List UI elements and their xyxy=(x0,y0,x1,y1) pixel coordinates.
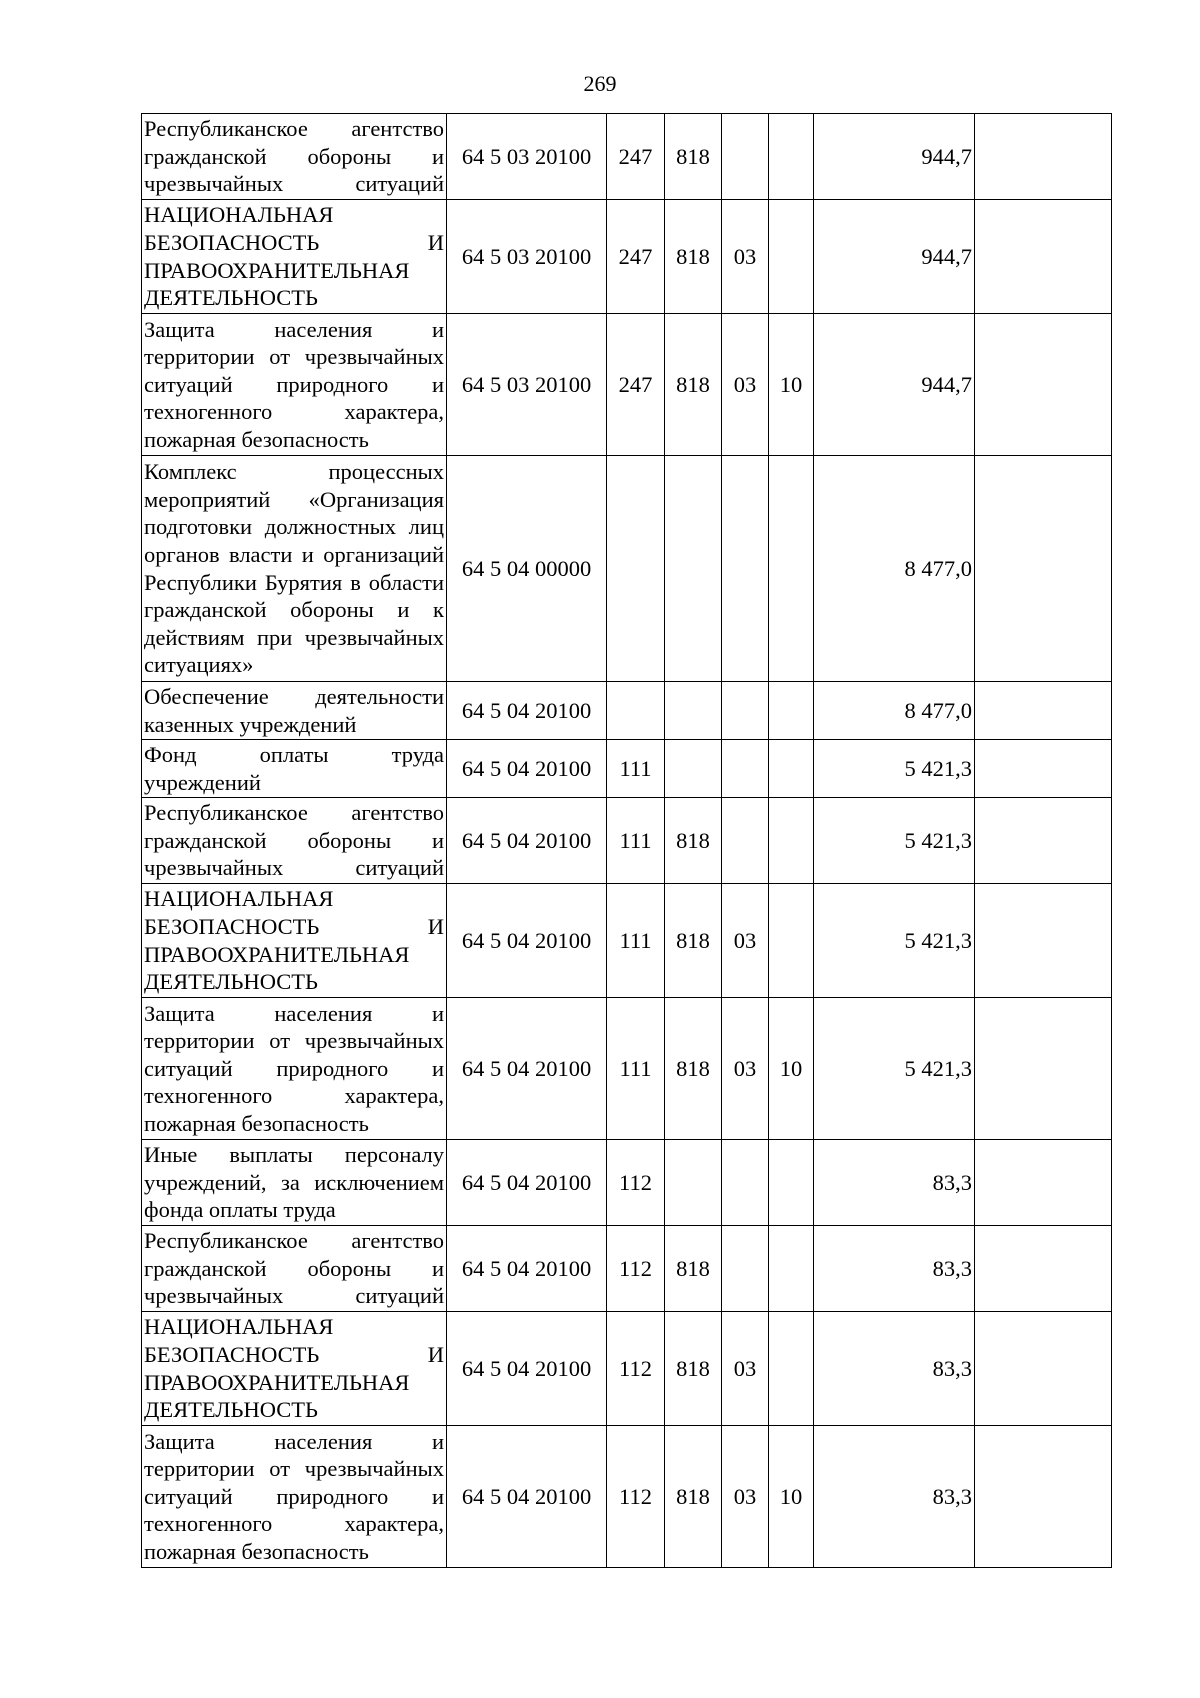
budget-table xyxy=(141,113,1112,1568)
row-extra xyxy=(975,1312,1112,1426)
row-ministry-code xyxy=(665,456,722,682)
row-amount: 5 421,3 xyxy=(814,740,975,798)
row-expense-type: 112 xyxy=(607,1426,665,1568)
row-target-code: 64 5 04 20100 xyxy=(447,1426,607,1568)
row-ministry-code: 818 xyxy=(665,798,722,884)
row-ministry-code xyxy=(665,740,722,798)
row-extra xyxy=(975,1226,1112,1312)
table-row xyxy=(142,114,1112,200)
row-extra xyxy=(975,114,1112,200)
row-target-code: 64 5 03 20100 xyxy=(447,114,607,200)
row-expense-type xyxy=(607,682,665,740)
row-subsection: 10 xyxy=(769,998,814,1140)
row-subsection xyxy=(769,114,814,200)
table-row xyxy=(142,682,1112,740)
row-target-code: 64 5 03 20100 xyxy=(447,200,607,314)
row-ministry-code: 818 xyxy=(665,1226,722,1312)
row-extra xyxy=(975,200,1112,314)
row-name: Обеспечение деятельности казенных учреждений xyxy=(142,682,447,740)
row-section xyxy=(722,740,769,798)
row-section xyxy=(722,1226,769,1312)
table-row xyxy=(142,1426,1112,1568)
row-extra xyxy=(975,798,1112,884)
row-extra xyxy=(975,1426,1112,1568)
row-amount: 944,7 xyxy=(814,114,975,200)
row-target-code: 64 5 04 20100 xyxy=(447,998,607,1140)
table-row xyxy=(142,1312,1112,1426)
row-amount: 8 477,0 xyxy=(814,456,975,682)
row-section: 03 xyxy=(722,314,769,456)
table-row xyxy=(142,998,1112,1140)
row-amount: 944,7 xyxy=(814,200,975,314)
row-ministry-code: 818 xyxy=(665,200,722,314)
row-extra xyxy=(975,1140,1112,1226)
row-subsection xyxy=(769,682,814,740)
row-section xyxy=(722,798,769,884)
row-extra xyxy=(975,456,1112,682)
row-name: Республиканское агентство гражданской обороны и чрезвычайных ситуаций xyxy=(142,798,447,884)
row-name: НАЦИОНАЛЬНАЯ БЕЗОПАСНОСТЬ И ПРАВООХРАНИТЕЛЬНАЯ ДЕЯТЕЛЬНОСТЬ xyxy=(142,884,447,998)
row-target-code: 64 5 04 00000 xyxy=(447,456,607,682)
row-ministry-code xyxy=(665,682,722,740)
row-target-code: 64 5 04 20100 xyxy=(447,682,607,740)
row-section: 03 xyxy=(722,1426,769,1568)
row-extra xyxy=(975,314,1112,456)
row-amount: 83,3 xyxy=(814,1226,975,1312)
row-name: НАЦИОНАЛЬНАЯ БЕЗОПАСНОСТЬ И ПРАВООХРАНИТЕЛЬНАЯ ДЕЯТЕЛЬНОСТЬ xyxy=(142,1312,447,1426)
table-row xyxy=(142,1226,1112,1312)
table-row xyxy=(142,884,1112,998)
row-section xyxy=(722,682,769,740)
row-amount: 944,7 xyxy=(814,314,975,456)
row-section: 03 xyxy=(722,884,769,998)
table-row xyxy=(142,200,1112,314)
row-name: Защита населения и территории от чрезвычайных ситуаций природного и техногенного характера, пожарная безопасность xyxy=(142,1426,447,1568)
row-amount: 83,3 xyxy=(814,1426,975,1568)
row-ministry-code: 818 xyxy=(665,998,722,1140)
row-subsection xyxy=(769,798,814,884)
row-expense-type: 247 xyxy=(607,314,665,456)
table-row xyxy=(142,456,1112,682)
table-row xyxy=(142,798,1112,884)
row-expense-type: 111 xyxy=(607,798,665,884)
row-extra xyxy=(975,682,1112,740)
row-target-code: 64 5 04 20100 xyxy=(447,1140,607,1226)
row-ministry-code: 818 xyxy=(665,1426,722,1568)
row-subsection xyxy=(769,1312,814,1426)
row-section xyxy=(722,456,769,682)
row-subsection xyxy=(769,884,814,998)
row-expense-type xyxy=(607,456,665,682)
row-name: Иные выплаты персоналу учреждений, за исключением фонда оплаты труда xyxy=(142,1140,447,1226)
row-expense-type: 247 xyxy=(607,200,665,314)
row-name: Комплекс процессных мероприятий «Организация подготовки должностных лиц органов власти и организаций Республики Бурятия в области гражданской обороны и к действиям при чрезвычайных ситуациях» xyxy=(142,456,447,682)
row-expense-type: 111 xyxy=(607,740,665,798)
row-section: 03 xyxy=(722,1312,769,1426)
row-target-code: 64 5 04 20100 xyxy=(447,884,607,998)
row-section xyxy=(722,1140,769,1226)
row-subsection: 10 xyxy=(769,1426,814,1568)
row-expense-type: 247 xyxy=(607,114,665,200)
row-amount: 8 477,0 xyxy=(814,682,975,740)
row-amount: 5 421,3 xyxy=(814,798,975,884)
row-target-code: 64 5 04 20100 xyxy=(447,740,607,798)
row-amount: 83,3 xyxy=(814,1140,975,1226)
row-subsection xyxy=(769,1140,814,1226)
row-extra xyxy=(975,740,1112,798)
page-number: 269 xyxy=(583,71,617,96)
row-name: Защита населения и территории от чрезвычайных ситуаций природного и техногенного характера, пожарная безопасность xyxy=(142,998,447,1140)
row-amount: 5 421,3 xyxy=(814,998,975,1140)
row-expense-type: 112 xyxy=(607,1312,665,1426)
row-extra xyxy=(975,998,1112,1140)
row-target-code: 64 5 03 20100 xyxy=(447,314,607,456)
row-expense-type: 111 xyxy=(607,998,665,1140)
row-ministry-code: 818 xyxy=(665,884,722,998)
row-ministry-code: 818 xyxy=(665,114,722,200)
row-section: 03 xyxy=(722,200,769,314)
row-expense-type: 112 xyxy=(607,1140,665,1226)
row-target-code: 64 5 04 20100 xyxy=(447,1226,607,1312)
row-ministry-code: 818 xyxy=(665,1312,722,1426)
table-row xyxy=(142,1140,1112,1226)
row-subsection xyxy=(769,456,814,682)
row-subsection xyxy=(769,1226,814,1312)
row-name: Защита населения и территории от чрезвычайных ситуаций природного и техногенного характера, пожарная безопасность xyxy=(142,314,447,456)
row-extra xyxy=(975,884,1112,998)
row-name: Республиканское агентство гражданской обороны и чрезвычайных ситуаций xyxy=(142,1226,447,1312)
table-row xyxy=(142,740,1112,798)
row-subsection xyxy=(769,200,814,314)
row-section xyxy=(722,114,769,200)
row-name: Республиканское агентство гражданской обороны и чрезвычайных ситуаций xyxy=(142,114,447,200)
row-ministry-code: 818 xyxy=(665,314,722,456)
row-subsection xyxy=(769,740,814,798)
row-target-code: 64 5 04 20100 xyxy=(447,1312,607,1426)
row-subsection: 10 xyxy=(769,314,814,456)
row-target-code: 64 5 04 20100 xyxy=(447,798,607,884)
row-ministry-code xyxy=(665,1140,722,1226)
row-amount: 5 421,3 xyxy=(814,884,975,998)
row-expense-type: 111 xyxy=(607,884,665,998)
row-name: Фонд оплаты труда учреждений xyxy=(142,740,447,798)
row-name: НАЦИОНАЛЬНАЯ БЕЗОПАСНОСТЬ И ПРАВООХРАНИТЕЛЬНАЯ ДЕЯТЕЛЬНОСТЬ xyxy=(142,200,447,314)
row-expense-type: 112 xyxy=(607,1226,665,1312)
row-section: 03 xyxy=(722,998,769,1140)
table-row xyxy=(142,314,1112,456)
row-amount: 83,3 xyxy=(814,1312,975,1426)
